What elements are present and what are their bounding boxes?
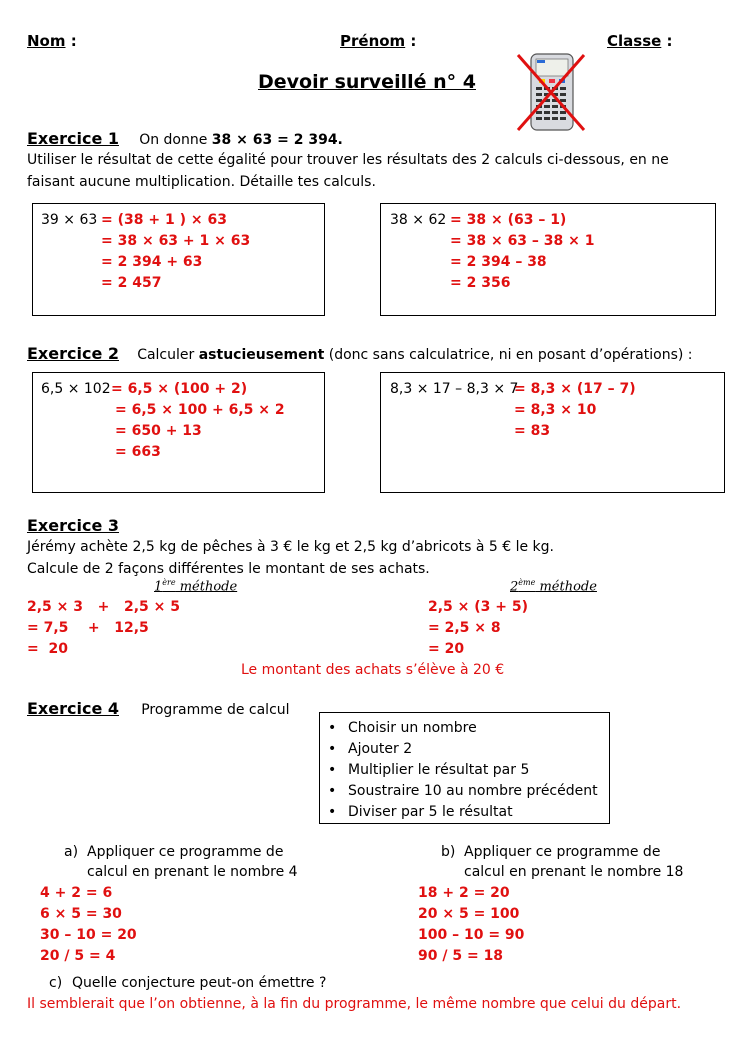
ex2-answer-box-2 bbox=[380, 372, 725, 493]
answer-a-line: 6 × 5 = 30 bbox=[40, 906, 122, 922]
ex2-box2-line: = 8,3 × 10 bbox=[514, 402, 597, 418]
ex3-method1-line: = 20 bbox=[27, 641, 68, 657]
ex1-box1-line: = (38 + 1 ) × 63 bbox=[101, 212, 227, 228]
prenom-field: Prénom : bbox=[340, 32, 417, 50]
program-step: • Choisir un nombre bbox=[320, 718, 609, 739]
ex1-box1-line: = 2 394 + 63 bbox=[101, 254, 203, 270]
answer-b-line: 18 + 2 = 20 bbox=[418, 885, 510, 901]
ex2-label: Exercice 2 bbox=[27, 344, 119, 363]
question-a-line2: calcul en prenant le nombre 4 bbox=[87, 864, 298, 880]
question-c: Quelle conjecture peut-on émettre ? bbox=[72, 975, 327, 991]
ex3-statement-line1: Jérémy achète 2,5 kg de pêches à 3 € le kg et 2,5 kg d’abricots à 5 € le kg. bbox=[27, 539, 554, 555]
ex3-method1-line: = 7,5 + 12,5 bbox=[27, 620, 149, 636]
ex2-box2-start: 8,3 × 17 – 8,3 × 7 bbox=[390, 381, 519, 397]
prenom-label: Prénom bbox=[340, 32, 406, 50]
ex3-conclusion: Le montant des achats s’élève à 20 € bbox=[241, 662, 505, 678]
answer-a-line: 20 / 5 = 4 bbox=[40, 948, 116, 964]
ex2-box1-start: 6,5 × 102 bbox=[41, 381, 111, 397]
program-step: • Diviser par 5 le résultat bbox=[320, 802, 609, 823]
ex3-statement-line2: Calcule de 2 façons différentes le montant de ses achats. bbox=[27, 561, 430, 577]
ex2-heading: Exercice 2 Calculer astucieusement (donc sans calculatrice, ni en posant d’opérations) : bbox=[27, 344, 693, 363]
ex3-method2-line: = 2,5 × 8 bbox=[428, 620, 501, 636]
ex3-method1-heading: 1ère méthode bbox=[154, 578, 238, 595]
answer-a-line: 4 + 2 = 6 bbox=[40, 885, 113, 901]
question-a-line1: Appliquer ce programme de bbox=[87, 844, 284, 860]
program-step: • Multiplier le résultat par 5 bbox=[320, 760, 609, 781]
answer-a-line: 30 – 10 = 20 bbox=[40, 927, 137, 943]
ex2-box1-line: = 663 bbox=[115, 444, 161, 460]
question-b-line2: calcul en prenant le nombre 18 bbox=[464, 864, 684, 880]
ex1-instruction-line1: Utiliser le résultat de cette égalité pour trouver les résultats des 2 calculs ci-dessous, en ne bbox=[27, 152, 669, 168]
page-title: Devoir surveillé n° 4 bbox=[258, 71, 476, 93]
program-step: • Soustraire 10 au nombre précédent bbox=[320, 781, 609, 802]
ex2-box1-line: = 6,5 × (100 + 2) bbox=[111, 381, 248, 397]
ex4-heading: Exercice 4 Programme de calcul bbox=[27, 699, 290, 718]
ex3-method2-line: = 20 bbox=[428, 641, 465, 657]
ex4-label: Exercice 4 bbox=[27, 699, 119, 718]
ex1-box1-line: = 2 457 bbox=[101, 275, 162, 291]
ex2-box1-line: = 650 + 13 bbox=[115, 423, 202, 439]
answer-b-line: 20 × 5 = 100 bbox=[418, 906, 520, 922]
ex1-box2-start: 38 × 62 bbox=[390, 212, 447, 228]
crossed-out-calculator-icon bbox=[515, 50, 587, 134]
ex2-box2-line: = 8,3 × (17 – 7) bbox=[514, 381, 636, 397]
ex3-method2-line: 2,5 × (3 + 5) bbox=[428, 599, 529, 615]
ex3-method1-line: 2,5 × 3 + 2,5 × 5 bbox=[27, 599, 181, 615]
ex1-box1-line: = 38 × 63 + 1 × 63 bbox=[101, 233, 251, 249]
nom-label: Nom bbox=[27, 32, 66, 50]
question-b-letter: b) bbox=[441, 844, 456, 860]
ex1-answer-box-1 bbox=[32, 203, 325, 316]
answer-b-line: 100 – 10 = 90 bbox=[418, 927, 525, 943]
ex1-box2-line: = 38 × (63 – 1) bbox=[450, 212, 567, 228]
ex1-instruction-line2: faisant aucune multiplication. Détaille tes calculs. bbox=[27, 174, 376, 190]
ex1-box1-start: 39 × 63 bbox=[41, 212, 98, 228]
program-step: • Ajouter 2 bbox=[320, 739, 609, 760]
ex2-box2-line: = 83 bbox=[514, 423, 551, 439]
nom-field: Nom : bbox=[27, 32, 77, 50]
ex1-box2-line: = 2 356 bbox=[450, 275, 511, 291]
ex1-box2-line: = 38 × 63 – 38 × 1 bbox=[450, 233, 595, 249]
question-c-letter: c) bbox=[49, 975, 63, 991]
ex1-heading: Exercice 1 On donne 38 × 63 = 2 394. bbox=[27, 129, 343, 148]
ex1-label: Exercice 1 bbox=[27, 129, 119, 148]
ex4-program-box bbox=[319, 712, 610, 824]
ex2-answer-box-1 bbox=[32, 372, 325, 493]
answer-b-line: 90 / 5 = 18 bbox=[418, 948, 504, 964]
ex3-label: Exercice 3 bbox=[27, 516, 119, 535]
classe-field: Classe : bbox=[607, 32, 673, 50]
answer-c: Il semblerait que l’on obtienne, à la fin du programme, le même nombre que celui du départ. bbox=[27, 996, 682, 1012]
ex1-answer-box-2 bbox=[380, 203, 716, 316]
ex1-box2-line: = 2 394 – 38 bbox=[450, 254, 547, 270]
classe-label: Classe bbox=[607, 32, 662, 50]
question-a-letter: a) bbox=[64, 844, 79, 860]
ex3-method2-heading: 2ème méthode bbox=[510, 578, 597, 595]
question-b-line1: Appliquer ce programme de bbox=[464, 844, 661, 860]
ex2-box1-line: = 6,5 × 100 + 6,5 × 2 bbox=[115, 402, 285, 418]
